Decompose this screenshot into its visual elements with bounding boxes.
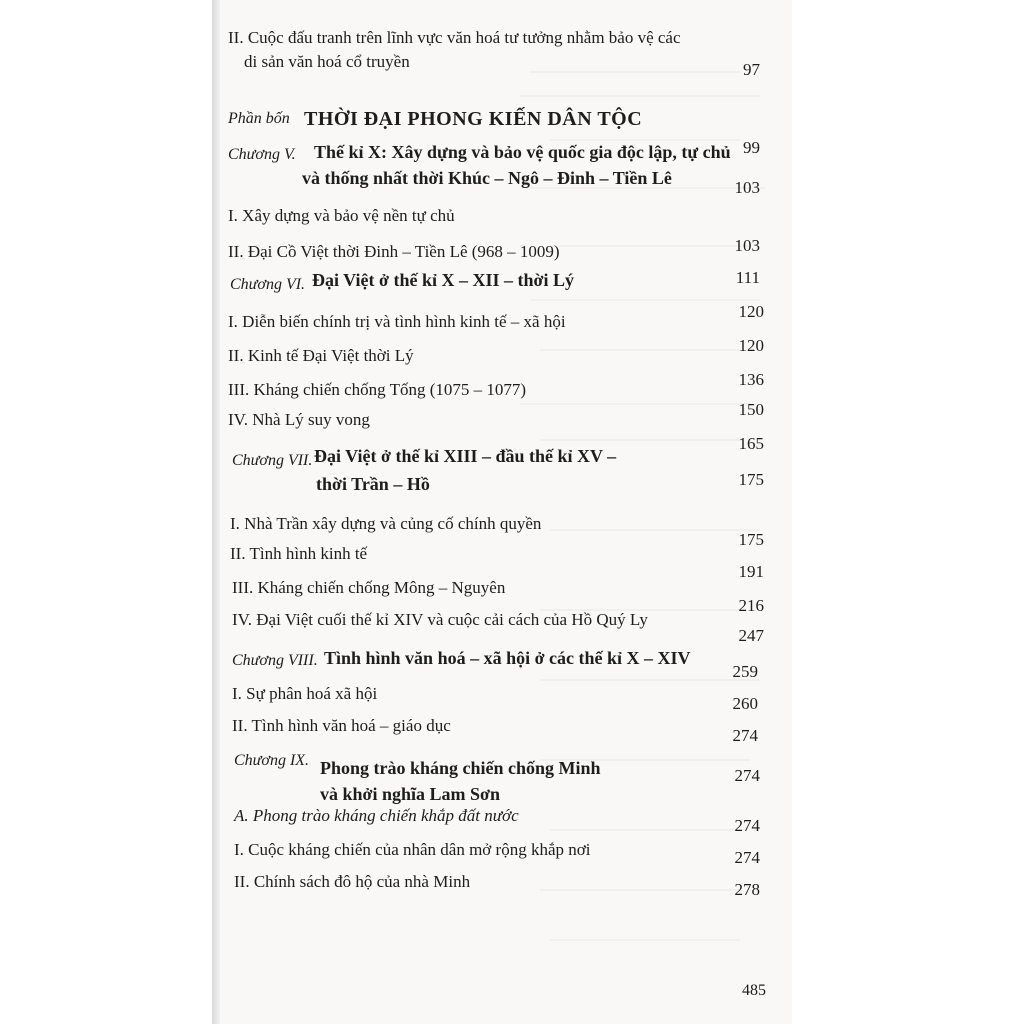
toc-page-number: 274 xyxy=(734,766,760,785)
chapter-title: và khởi nghĩa Lam Sơn xyxy=(320,784,500,804)
chapter-label: Chương VII. xyxy=(232,452,313,469)
toc-section: II. Kinh tế Đại Việt thời Lý xyxy=(228,346,414,365)
chapter-label: Chương IX. xyxy=(234,752,310,769)
toc-page-number: 103 xyxy=(734,236,760,255)
toc-page-number: 120 xyxy=(738,302,764,321)
toc-page-number: 259 xyxy=(732,662,758,681)
toc-entry-text: II. Cuộc đấu tranh trên lĩnh vực văn hoá tư tưởng nhằm bảo vệ các xyxy=(228,28,681,47)
toc-page-number: 175 xyxy=(738,530,764,549)
toc-section: II. Tình hình kinh tế xyxy=(230,544,368,563)
toc-page-number: 247 xyxy=(738,626,764,645)
chapter-label: Chương VIII. xyxy=(232,652,318,669)
toc-page-number: 97 xyxy=(743,60,760,79)
toc-page-number: 191 xyxy=(738,562,764,581)
chapter-title: Tình hình văn hoá – xã hội ở các thế kỉ X – XIV xyxy=(324,648,691,668)
toc-page-number: 165 xyxy=(738,434,764,453)
chapter-title: thời Trần – Hồ xyxy=(316,474,430,494)
part-label: Phần bốn xyxy=(228,110,290,127)
toc-page-number: 274 xyxy=(732,726,758,745)
chapter-title: Thế kỉ X: Xây dựng và bảo vệ quốc gia độc lập, tự chủ xyxy=(314,142,731,162)
chapter-title: Đại Việt ở thế kỉ X – XII – thời Lý xyxy=(312,270,574,290)
toc-section: I. Cuộc kháng chiến của nhân dân mở rộng khắp nơi xyxy=(234,840,591,859)
toc-page-number: 274 xyxy=(734,848,760,867)
chapter-title: và thống nhất thời Khúc – Ngô – Đinh – Tiền Lê xyxy=(302,168,672,188)
toc-page-number: 120 xyxy=(738,336,764,355)
toc-section: III. Kháng chiến chống Tống (1075 – 1077) xyxy=(228,380,527,399)
toc-section: I. Xây dựng và bảo vệ nền tự chủ xyxy=(228,206,455,225)
part-title: THỜI ĐẠI PHONG KIẾN DÂN TỘC xyxy=(304,108,643,130)
toc-section: I. Sự phân hoá xã hội xyxy=(232,684,378,703)
toc-page-number: 99 xyxy=(743,138,760,157)
toc-page-number: 216 xyxy=(738,596,764,615)
chapter-label: Chương V. xyxy=(228,146,296,163)
toc-section: IV. Nhà Lý suy vong xyxy=(228,410,370,429)
toc-page-number: 260 xyxy=(732,694,758,713)
toc-page-number: 103 xyxy=(734,178,760,197)
toc-page-number: 150 xyxy=(738,400,764,419)
toc-section: IV. Đại Việt cuối thế kỉ XIV và cuộc cải cách của Hồ Quý Ly xyxy=(232,610,648,629)
toc-page-number: 111 xyxy=(735,268,760,287)
toc-page-number: 136 xyxy=(738,370,764,389)
toc-page-number: 274 xyxy=(734,816,760,835)
toc-section: A. Phong trào kháng chiến khắp đất nước xyxy=(234,806,519,825)
toc-section: I. Nhà Trần xây dựng và củng cố chính quyền xyxy=(230,514,542,533)
toc-section: III. Kháng chiến chống Mông – Nguyên xyxy=(232,578,506,597)
toc-section: II. Đại Cồ Việt thời Đinh – Tiền Lê (968 – 1009) xyxy=(228,242,560,261)
toc-section: II. Tình hình văn hoá – giáo dục xyxy=(232,716,451,735)
chapter-label: Chương VI. xyxy=(230,276,306,293)
toc-section: II. Chính sách đô hộ của nhà Minh xyxy=(234,872,471,891)
chapter-title: Phong trào kháng chiến chống Minh xyxy=(320,758,601,778)
toc-section: I. Diễn biến chính trị và tình hình kinh tế – xã hội xyxy=(228,312,566,331)
toc-entry-text: di sản văn hoá cổ truyền xyxy=(244,52,410,71)
chapter-title: Đại Việt ở thế kỉ XIII – đầu thế kỉ XV – xyxy=(314,446,617,466)
toc-page-number: 175 xyxy=(738,470,764,489)
page-number: 485 xyxy=(742,982,766,999)
toc-page-number: 278 xyxy=(734,880,760,899)
